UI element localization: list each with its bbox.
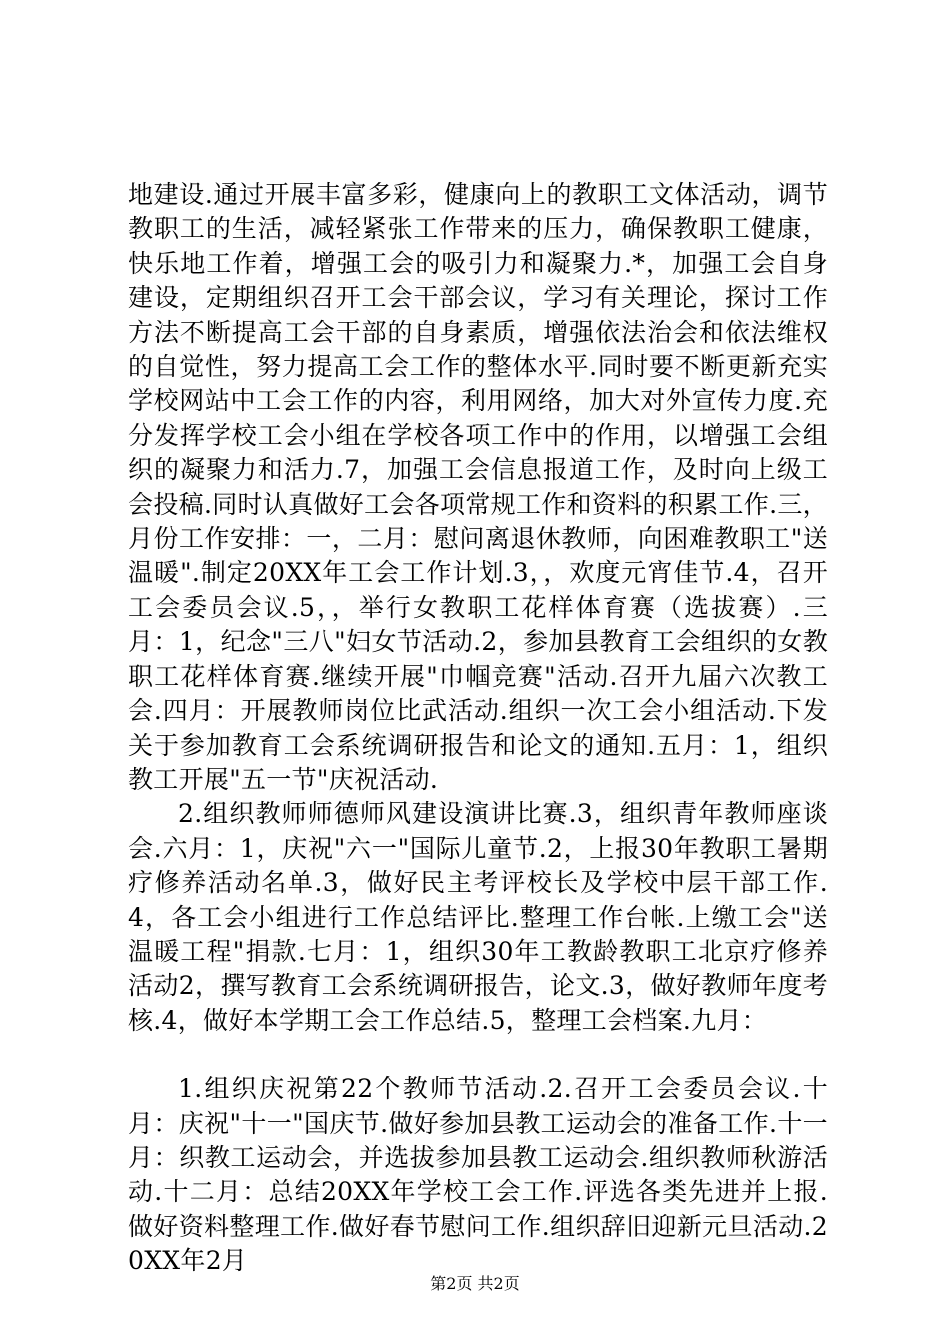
body-paragraph-1: 地建设.通过开展丰富多彩，健康向上的教职工文体活动，调节教职工的生活，减轻紧张工作带来的压力，确保教职工健康，快乐地工作着，增强工会的吸引力和凝聚力.*，加强工会自身建设，定期组织召开工会干部会议，学习有关理论，探讨工作方法不断提高工会干部的自身素质，增强依法治会和依法维权的自觉性，努力提高工会工作的整体水平.同时要不断更新充实学校网站中工会工作的内容，利用网络，加大对外宣传力度.充分发挥学校工会小组在学校各项工作中的作用，以增强工会组织的凝聚力和活力.7，加强工会信息报道工作，及时向上级工会投稿.同时认真做好工会各项常规工作和资料的积累工作.三，月份工作安排：一，二月：慰问离退休教师，向困难教职工"送温暖".制定20XX年工会工作计划.3，，欢度元宵佳节.4，召开工会委员会议.5，，举行女教职工花样体育赛（选拔赛）.三月：1，纪念"三八"妇女节活动.2，参加县教育工会组织的女教职工花样体育赛.继续开展"巾帼竞赛"活动.召开九届六次教工会.四月：开展教师岗位比武活动.组织一次工会小组活动.下发关于参加教育工会系统调研报告和论文的通知.五月：1，组织教工开展"五一节"庆祝活动. bbox=[128, 180, 828, 794]
page-footer: 第2页 共2页 bbox=[430, 1274, 520, 1293]
body-paragraph-3: 1.组织庆祝第22个教师节活动.2.召开工会委员会议.十月：庆祝"十一"国庆节.做好参加县教工运动会的准备工作.十一月：织教工运动会，并选拔参加县教工运动会.组织教师秋游活动.十二月：总结20XX年学校工会工作.评选各类先进并上报.做好资料整理工作.做好春节慰问工作.组织辞旧迎新元旦活动.20XX年2月 bbox=[128, 1074, 828, 1276]
document-body bbox=[128, 178, 828, 1279]
body-paragraph-2: 2.组织教师师德师风建设演讲比赛.3，组织青年教师座谈会.六月：1，庆祝"六一"国际儿童节.2，上报30年教职工暑期疗修养活动名单.3，做好民主考评校长及学校中层干部工作.4，各工会小组进行工作总结评比.整理工作台帐.上缴工会"送温暖工程"捐款.七月：1，组织30年工教龄教职工北京疗修养活动2，撰写教育工会系统调研报告，论文.3，做好教师年度考核.4，做好本学期工会工作总结.5，整理工会档案.九月： bbox=[128, 799, 828, 1035]
